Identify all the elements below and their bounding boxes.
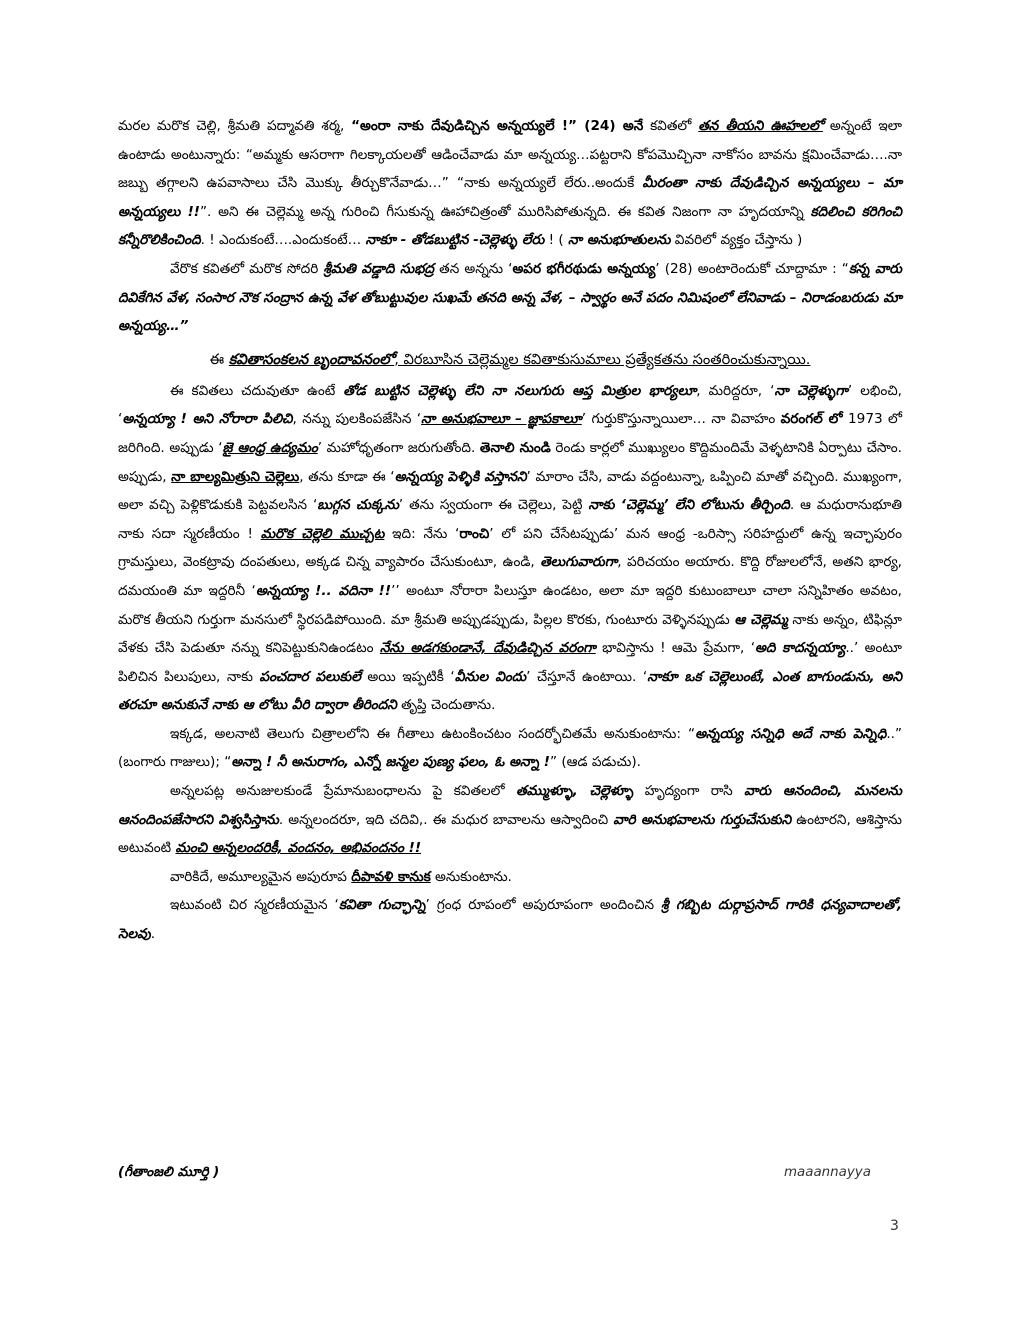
center-heading-line: ఈ కవితాసంకలన బృందావనంలో, విరబూసిన చెల్లెమ్మల కవితాకుసుమాలు ప్రత్యేకతను సంతరించుకున్నాయి. [209, 350, 811, 368]
author-signature: (గీతాంజలి మూర్తి ) [118, 1165, 220, 1180]
paragraph-2: వేరొక కవితలో మరొక సోదరి శ్రీమతి వడ్డాది సుభద్ర తన అన్నను ‘అపర భగీరథుడు అన్నయ్య’ (28) అంటారెందుకో చూద్దామా : “కన్న వారు దివికేగిన వేళ, సంసార నౌక సంద్రాన ఉన్న వేళ తోబుట్టువుల సుఖమే తనది అన్న వేళ, – స్వార్థం అనే పదం నిమిషంలో లేనివాడు – నిరాడంబరుడు మా అన్నయ్య…” [118, 260, 903, 335]
page-number: 3 [890, 1218, 899, 1234]
paragraph-6: వారికిదే, అమూల్యమైన అపురూప దీపావళి కానుక అనుకుంటాను. [170, 868, 512, 885]
footer-tag: maaannayya [784, 1165, 871, 1180]
document-body [118, 112, 902, 949]
paragraph-4: ఇక్కడ, అలనాటి తెలుగు చిత్రాలలోని ఈ గీతాలు ఉటంకించటం సందర్భోచితమే అనుకుంటాను: “అన్నయ్య సన్నిధి అదే నాకు పెన్నిధి..” (బంగారు గాజులు); “అన్నా ! నీ అనురాగం, ఎన్నో జన్మల పుణ్య ఫలం, ఓ అన్నా !” (ఆడ పడుచు). [118, 725, 902, 771]
paragraph-5: అన్నలపట్ల అనుజులకుండే ప్రేమానుబంధాలను పై కవితలలో తమ్ముళ్ళూ, చెల్లెళ్ళూ హృద్యంగా రాసి వారు ఆనందించి, మనలను ఆనందింపజేసారని విశ్వసిస్తాను. అన్నలందరూ, ఇది చదివి,. ఈ మధుర బావాలను ఆస్వాదించి వారి అనుభవాలను గుర్తుచేసుకుని ఉంటారని, ఆశిస్తాను అటువంటి మంచి అన్నలందరికీ, వందనం, అభివందనం !! [118, 783, 902, 857]
paragraph-1: మరల మరొక చెల్లి, శ్రీమతి పద్మావతి శర్మ, “అంరా నాకు దేవుడిచ్చిన అన్నయ్యలే !” (24) అనే కవితలో తన తీయని ఊహలలో అన్నంటే ఇలా ఉంటాడు అంటున్నారు: “అమ్మకు ఆసరాగా గిలక్కాయలతో ఆడించేవాడు మా అన్నయ్య…పట్టరాని కోపమొచ్చినా నాకోసం బావను క్షమించేవాడు….నా జబ్బు తగ్గాలని ఉపవాసాలు చేసి మొక్కు తీర్చుకొనేవాడు…” “నాకు అన్నయ్యలే లేరు..అందుకే మీరంతా నాకు దేవుడిచ్చిన అన్నయ్యలు – మా అన్నయ్యలు !!”. అని ఈ చెల్లెమ్మ అన్న గురించి గీసుకున్న ఊహాచిత్రంతో మురిసిపోతున్నది. ఈ కవిత నిజంగా నా హృదయాన్ని కదిలించి కరిగించి కన్నీరొలికించింది. ! ఎందుకంటే….ఎందుకంటే… నాకూ - తోడబుట్టిన -చెల్లెళ్ళు లేరు ! ( నా అనుభూతులను వివరిలో వ్యక్తం చేస్తాను ) [118, 118, 902, 249]
paragraph-7: ఇటువంటి చిర స్మరణీయమైన ‘కవితా గుచ్ఛాన్ని’ గ్రంధ రూపంలో అపురూపంగా అందించిన శ్రీ గబ్బిట దుర్గాప్రసాద్ గారికి ధన్యవాదాలతో, సెలవు. [118, 897, 902, 943]
paragraph-3: ఈ కవితలు చదువుతూ ఉంటే తోడ బుట్టిన చెల్లెళ్ళు లేని నా నలుగురు ఆప్త మిత్రుల భార్యలూ, మరిద్దరూ, ‘నా చెల్లెళ్ళుగా’ లభించి, ‘అన్నయ్యా ! అని నోరారా పిలిచి, నన్ను పులకింపజేసిన ‘నా అనుభవాలూ – జ్ఞాపకాలూ’ గుర్తుకొస్తున్నాయిలా… నా వివాహం వరంగల్ లో 1973 లో జరిగింది. అప్పుడు ‘జై ఆంధ్ర ఉద్యమం’ మహోధృతంగా జరుగుతోంది. తెనాలి నుండి రెండు కార్లలో ముఖ్యులం కొద్దిమందిమే వెళ్ళటానికి ఏర్పాటు చేసాం. అప్పుడు, నా బాల్యమిత్రుని చెల్లెలు, తను కూడా ఈ ‘అన్నయ్య పెళ్ళికి వస్తానని’ మారాం చేసి, వాడు వద్దంటున్నా, ఒప్పించి మాతో వచ్చింది. ముఖ్యంగా, అలా వచ్చి పెళ్లికొడుకుకి పెట్టవలసిన ‘బుగ్గన చుక్కను’ తను స్వయంగా ఈ చెల్లెలు, పెట్టి నాకు ‘చెల్లెమ్మ’ లేని లోటును తీర్చింది. ఆ మధురానుభూతి నాకు సదా స్మరణీయం ! మరొక చెల్లెలి ముచ్చట ఇది: నేను ‘రాంచి’ లో పని చేసేటప్పుడు’ మన ఆంధ్ర -ఒరిస్సా సరిహద్దులో ఉన్న ఇచ్ఛాపురం గ్రామస్తులు, వెంకట్రావు దంపతులు, అక్కడ చిన్న వ్యాపారం చేసుకుంటూ, ఉండి, తెలుగువారుగా, పరిచయం అయారు. కొద్ది రోజులలోనే, అతని భార్య, దమయంతి మా ఇద్దరినీ ‘అన్నయ్యా !.. వదినా !!’’ అంటూ నోరారా పిలుస్తూ ఉండటం, అలా మా ఇద్దరి కుటుంబాలూ చాలా సన్నిహితం అవటం, మరొక తీయని గుర్తుగా మనసులో స్థిరపడిపోయింది. మా శ్రీమతి అప్పుడప్పుడు, పిల్లల కొరకు, గుంటూరు వెళ్ళినప్పుడు ఆ చెల్లెమ్మ నాకు అన్నం, టిఫిన్లూ వేళకు చేసి పెడుతూ నన్ను కనిపెట్టుకునిఉండటం నేను అడగకుండానే, దేవుడిచ్చిన వరంగా భావిస్తాను ! ఆమె ప్రేమగా, ‘అది కాదన్నయ్యా..’ అంటూ పిలిచిన పిలుపులు, నాకు పంచదార పలుకులే అయి ఇప్పటికీ ‘వీనుల విందు’ చేస్తూనే ఉంటాయి. ‘నాకూ ఒక చెల్లెలుంటే, ఎంత బాగుండును, అని తరచూ అనుకునే నాకు ఆ లోటు వీరి ద్వారా తీరిందని తృప్తి చెందుతాను. [118, 382, 903, 714]
